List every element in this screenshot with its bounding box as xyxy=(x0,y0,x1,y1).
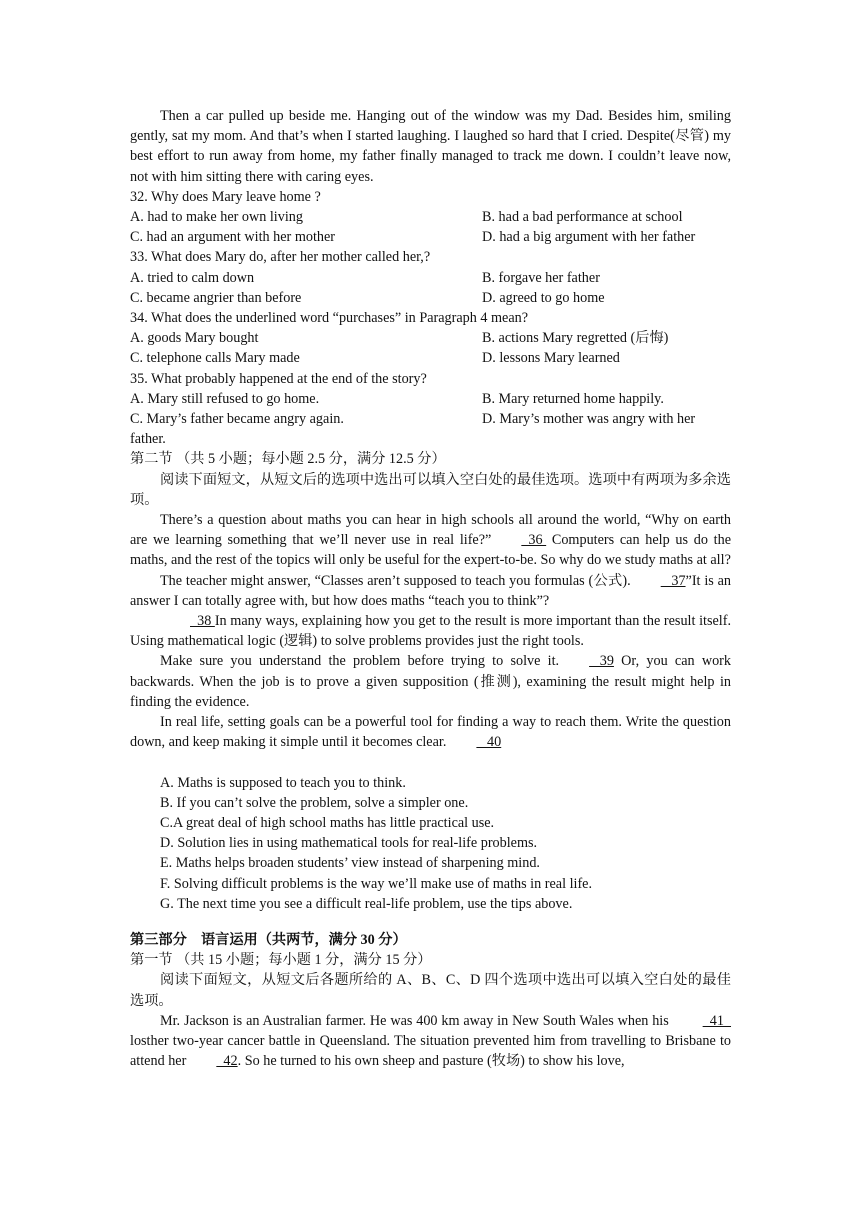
paragraph-text: Computers can help us do the maths, and the rest of the topics will only be useful for the expert-to-be. So why do we study maths at all? xyxy=(130,532,731,569)
option-b: B. actions Mary regretted (后悔) xyxy=(482,330,669,347)
section-instruction: 阅读下面短文，从短文后的选项中选出可以填入空白处的最佳选项。选项中有两项为多余选项。 xyxy=(130,471,731,508)
option-c: C. Mary’s father became angry again. xyxy=(130,411,344,428)
option-c: C. telephone calls Mary made xyxy=(130,350,300,367)
paragraph-text: In many ways, explaining how you get to the result is more important than the result itself. Using mathematical logic (逻辑) to solve problems provides just the right tools. xyxy=(130,613,731,650)
blank-39: 39 xyxy=(589,653,614,670)
blank-40: 40 xyxy=(476,734,502,751)
options-row xyxy=(130,409,731,429)
section-heading: 第一节 （共 15 小题；每小题 1 分，满分 15 分） xyxy=(130,952,432,969)
blank-41: 41 xyxy=(702,1012,732,1029)
question-stem: 33. What does Mary do, after her mother called her,? xyxy=(130,249,431,266)
spacer xyxy=(130,753,731,773)
section-instruction: 阅读下面短文，从短文后各题所给的 A、B、C、D 四个选项中选出可以填入空白处的最佳选项。 xyxy=(130,972,731,1009)
option-d: D. agreed to go home xyxy=(482,289,605,306)
options-row xyxy=(130,288,731,308)
paragraph-text: Mr. Jackson is an Australian farmer. He was 400 km away in New South Wales when his xyxy=(160,1012,669,1029)
question-stem: 35. What probably happened at the end of the story? xyxy=(130,370,427,387)
paragraph-text: There’s a question about maths you can hear in high schools all around the world, “Why on earth are we learning something that we’ll never use in real life?” xyxy=(130,512,731,549)
choice-option: G. The next time you see a difficult real-life problem, use the tips above. xyxy=(160,895,573,912)
option-d-wrap: father. xyxy=(130,431,166,448)
option-a: A. Mary still refused to go home. xyxy=(130,390,320,407)
cloze-paragraph xyxy=(130,651,731,712)
question-stem: 34. What does the underlined word “purchases” in Paragraph 4 mean? xyxy=(130,310,529,327)
options-row xyxy=(130,227,731,247)
option-d: D. had a big argument with her father xyxy=(482,229,696,246)
part-heading: 第三部分 语言运用（共两节，满分 30 分） xyxy=(130,931,407,948)
cloze-paragraph xyxy=(130,1011,731,1072)
choice-option: E. Maths helps broaden students’ view instead of sharpening mind. xyxy=(160,855,540,872)
choice-option: B. If you can’t solve the problem, solve a simpler one. xyxy=(160,794,469,811)
paragraph-text: ”It is an answer I can totally agree with, but how does maths “teach you to think”? xyxy=(130,572,731,609)
options-row xyxy=(130,328,731,348)
options-row xyxy=(130,389,731,409)
blank-38: 38 xyxy=(190,613,215,630)
options-row xyxy=(130,268,731,288)
blank-36: 36 xyxy=(521,532,547,549)
cloze-paragraph xyxy=(130,712,731,752)
option-c: C. became angrier than before xyxy=(130,289,302,306)
option-d: D. Mary’s mother was angry with her xyxy=(482,411,696,428)
exam-page xyxy=(130,106,731,1071)
paragraph-text: Or, you can work backwards. When the job is to prove a given supposition (推测), examining the result might help in finding the evidence. xyxy=(130,653,732,710)
paragraph-text: In real life, setting goals can be a powerful tool for finding a way to reach them. Write the question down, and keep making it simple until it becomes clear. xyxy=(130,714,731,751)
option-a: A. tried to calm down xyxy=(130,269,255,286)
options-row xyxy=(130,348,731,368)
paragraph-text: losther two-year cancer battle in Queensland. The situation prevented him from travelling to Brisbane to attend her xyxy=(130,1032,731,1070)
cloze-paragraph xyxy=(130,510,731,571)
blank-37: 37 xyxy=(660,572,686,589)
spacer xyxy=(130,914,731,930)
passage-final-paragraph: Then a car pulled up beside me. Hanging out of the window was my Dad. Besides him, smiling gently, sat my mom. And that’s when I started laughing. I laughed so hard that I cried. Despite(尽管) my best effort to run away from home, my father finally managed to track me down. I couldn’t leave now, not with him sitting there with caring eyes. xyxy=(130,108,731,185)
paragraph-text: . So he turned to his own sheep and pasture (牧场) to show his love, xyxy=(237,1053,625,1070)
option-b: B. Mary returned home happily. xyxy=(482,390,664,407)
choice-option: A. Maths is supposed to teach you to think. xyxy=(160,774,406,791)
choice-option: C.A great deal of high school maths has little practical use. xyxy=(160,814,495,831)
options-row xyxy=(130,207,731,227)
paragraph-text: The teacher might answer, “Classes aren’t supposed to teach you formulas (公式). xyxy=(160,572,631,589)
option-d: D. lessons Mary learned xyxy=(482,350,620,367)
paragraph-text: Make sure you understand the problem before trying to solve it. xyxy=(160,653,560,670)
blank-42: 42 xyxy=(216,1053,238,1070)
choice-option: D. Solution lies in using mathematical tools for real-life problems. xyxy=(160,835,538,852)
question-stem: 32. Why does Mary leave home ? xyxy=(130,188,321,205)
cloze-paragraph xyxy=(130,611,731,651)
option-c: C. had an argument with her mother xyxy=(130,229,336,246)
section-heading: 第二节 （共 5 小题；每小题 2.5 分，满分 12.5 分） xyxy=(130,451,446,468)
choice-option: F. Solving difficult problems is the way we’ll make use of maths in real life. xyxy=(160,875,593,892)
option-a: A. had to make her own living xyxy=(130,209,303,226)
cloze-paragraph xyxy=(130,571,731,611)
option-b: B. had a bad performance at school xyxy=(482,209,683,226)
option-b: B. forgave her father xyxy=(482,269,600,286)
option-a: A. goods Mary bought xyxy=(130,330,259,347)
